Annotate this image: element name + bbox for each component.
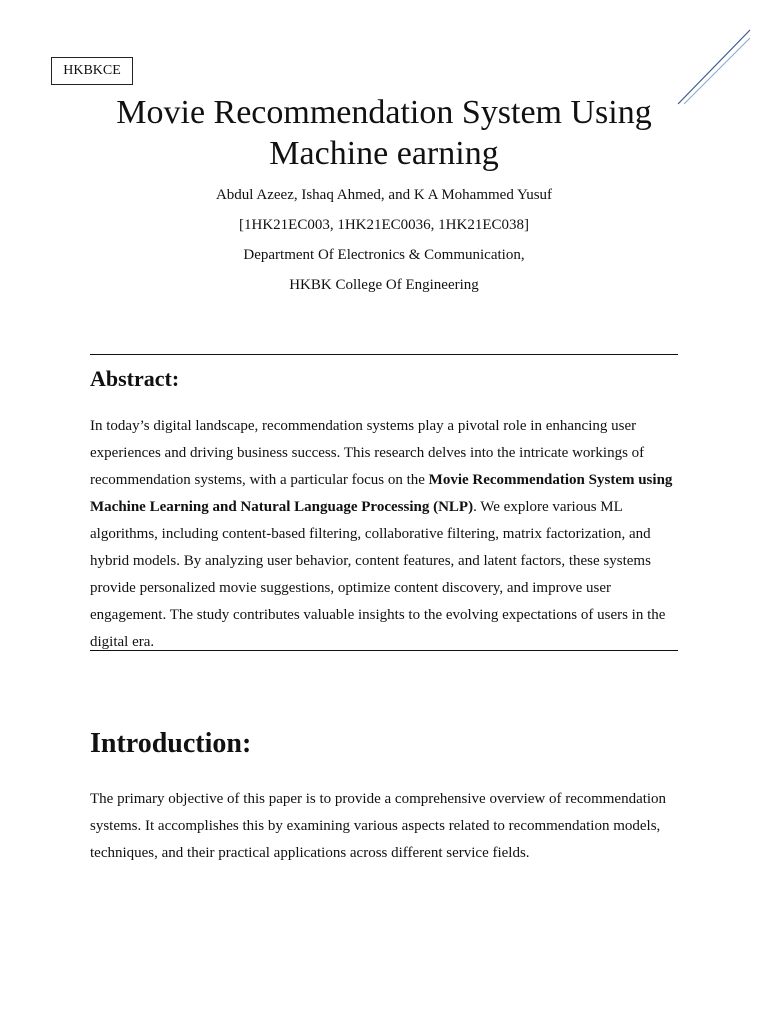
introduction-heading: Introduction: [90,728,252,759]
abstract-heading: Abstract: [90,366,180,391]
paper-title-line-2: Machine earning [269,135,499,172]
abstract-text-end: . We explore various ML algorithms, including content-based filtering, collaborative filtering, matrix factorization, and hybrid models. By analyzing user behavior, content features, and latent factors, these systems provide personalized movie suggestions, optimize content discovery, and improve user engagement. The study contributes valuable insights to the evolving expectations of users in the digital era. [90,499,666,650]
header-label-box [51,57,133,85]
abstract-bottom-rule [90,650,678,651]
abstract-text-bold: Movie Recommendation System using Machine Learning and Natural Language Processing (NLP) [90,472,673,515]
paper-department: Department Of Electronics & Communication, [243,247,525,263]
paper-author-ids: [1HK21EC003, 1HK21EC0036, 1HK21EC038] [239,217,529,233]
paper-authors: Abdul Azeez, Ishaq Ahmed, and K A Mohammed Yusuf [215,187,553,203]
paper-college: HKBK College Of Engineering [289,277,479,293]
abstract-text-start: In today’s digital landscape, recommendation systems play a pivotal role in enhancing user experiences and driving business success. This research delves into the intricate workings of recommendation systems, with a particular focus on the [90,418,645,488]
paper-title-line-1: Movie Recommendation System Using [116,94,652,131]
introduction-paragraph: The primary objective of this paper is to provide a comprehensive overview of recommendation systems. It accomplishes this by examining various aspects related to recommendation models, techniques, and their practical applications across different service fields. [90,791,667,861]
header-label: HKBKCE [63,63,121,78]
abstract-top-rule [90,354,678,355]
abstract-paragraph [90,413,680,656]
